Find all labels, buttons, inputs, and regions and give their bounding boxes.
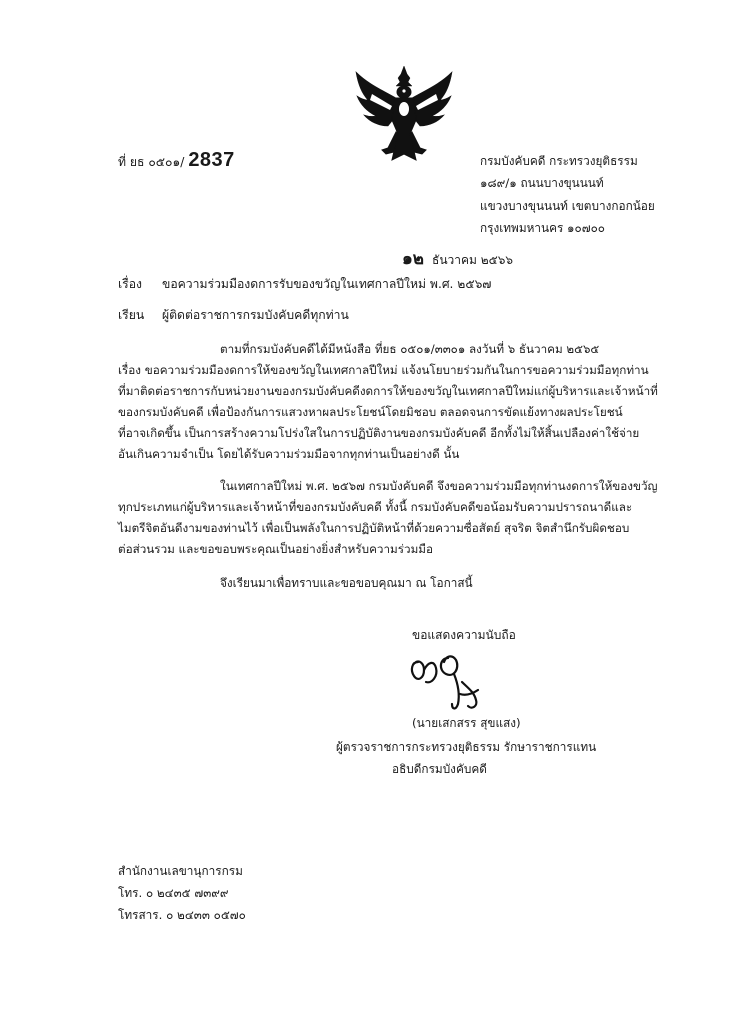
body-paragraph-1 bbox=[118, 339, 658, 465]
reference-handwritten-number: 2837 bbox=[188, 149, 235, 171]
paragraph-line: ตามที่กรมบังคับคดีได้มีหนังสือ ที่ยธ ๐๕๐๑/๓๓๐๑ ลงวันที่ ๖ ธันวาคม ๒๕๖๕ bbox=[220, 342, 600, 356]
signer-position-2: อธิบดีกรมบังคับคดี bbox=[392, 762, 487, 776]
subject-text: ขอความร่วมมืองดการรับของขวัญในเทศกาลปีใหม่ พ.ศ. ๒๕๖๗ bbox=[162, 277, 492, 291]
body-paragraph-3: จึงเรียนมาเพื่อทราบและขอขอบคุณมา ณ โอกาสนี้ bbox=[220, 576, 473, 590]
salutation-label: เรียน bbox=[118, 308, 145, 322]
address-line-4: กรุงเทพมหานคร ๑๐๗๐๐ bbox=[480, 221, 606, 235]
salutation-line bbox=[118, 306, 349, 325]
handwritten-signature-icon bbox=[402, 648, 502, 714]
subject-line bbox=[118, 275, 491, 294]
body-paragraph-2 bbox=[118, 476, 658, 560]
footer-fax: โทรสาร. ๐ ๒๔๓๓ ๐๕๗๐ bbox=[118, 908, 246, 922]
signer-name: (นายเสกสรร สุขแสง) bbox=[412, 716, 521, 730]
address-line-1: กรมบังคับคดี กระทรวงยุติธรรม bbox=[480, 154, 638, 168]
paragraph-line: เรื่อง ขอความร่วมมืองดการให้ของขวัญในเทศกาลปีใหม่ แจ้งนโยบายร่วมกันในการขอความร่วมมือทุกท่าน bbox=[118, 363, 649, 377]
subject-label: เรื่อง bbox=[118, 277, 142, 291]
garuda-emblem-icon bbox=[352, 64, 456, 164]
signer-position-1: ผู้ตรวจราชการกระทรวงยุติธรรม รักษาราชการแทน bbox=[336, 740, 597, 754]
paragraph-line: ในเทศกาลปีใหม่ พ.ศ. ๒๕๖๗ กรมบังคับคดี จึงขอความร่วมมือทุกท่านงดการให้ของขวัญ bbox=[220, 479, 658, 493]
date-month-year: ธันวาคม ๒๕๖๖ bbox=[432, 253, 513, 267]
reference-prefix: ที่ ยธ ๐๕๐๑/ bbox=[118, 155, 185, 169]
salutation-text: ผู้ติดต่อราชการกรมบังคับคดีทุกท่าน bbox=[162, 308, 349, 322]
letter-date bbox=[402, 245, 513, 272]
footer-office: สำนักงานเลขานุการกรม bbox=[118, 864, 243, 878]
paragraph-line: ไมตรีจิตอันดีงามของท่านไว้ เพื่อเป็นพลังในการปฏิบัติหน้าที่ด้วยความซื่อสัตย์ สุจริต จิตสำนึกรับผิดชอบ bbox=[118, 521, 630, 535]
address-line-3: แขวงบางขุนนนท์ เขตบางกอกน้อย bbox=[480, 199, 655, 213]
date-day: ๑๒ bbox=[402, 249, 424, 269]
paragraph-line: อันเกินความจำเป็น โดยได้รับความร่วมมือจากทุกท่านเป็นอย่างดี นั้น bbox=[118, 447, 460, 461]
closing-phrase: ขอแสดงความนับถือ bbox=[412, 628, 516, 642]
paragraph-line: ทุกประเภทแก่ผู้บริหารและเจ้าหน้าที่ของกรมบังคับคดี ทั้งนี้ กรมบังคับคดีขอน้อมรับความปรารถนาดีและ bbox=[118, 500, 633, 514]
paragraph-line: ต่อส่วนรวม และขอขอบพระคุณเป็นอย่างยิ่งสำหรับความร่วมมือ bbox=[118, 542, 433, 556]
paragraph-line: ที่มาติดต่อราชการกับหน่วยงานของกรมบังคับคดีงดการให้ของขวัญในเทศกาลปีใหม่แก่ผู้บริหารและเจ้าหน้าที่ bbox=[118, 384, 658, 398]
reference-number bbox=[118, 149, 235, 172]
paragraph-line: ที่อาจเกิดขึ้น เป็นการสร้างความโปร่งใสในการปฏิบัติงานของกรมบังคับคดี อีกทั้งไม่ให้สิ้นเปลืองค่าใช้จ่าย bbox=[118, 426, 640, 440]
footer-phone: โทร. ๐ ๒๔๓๕ ๗๓๙๙ bbox=[118, 886, 229, 900]
address-line-2: ๑๘๙/๑ ถนนบางขุนนนท์ bbox=[480, 176, 604, 190]
paragraph-line: ของกรมบังคับคดี เพื่อป้องกันการแสวงหาผลประโยชน์โดยมิชอบ ตลอดจนการขัดแย้งทางผลประโยชน์ bbox=[118, 405, 623, 419]
